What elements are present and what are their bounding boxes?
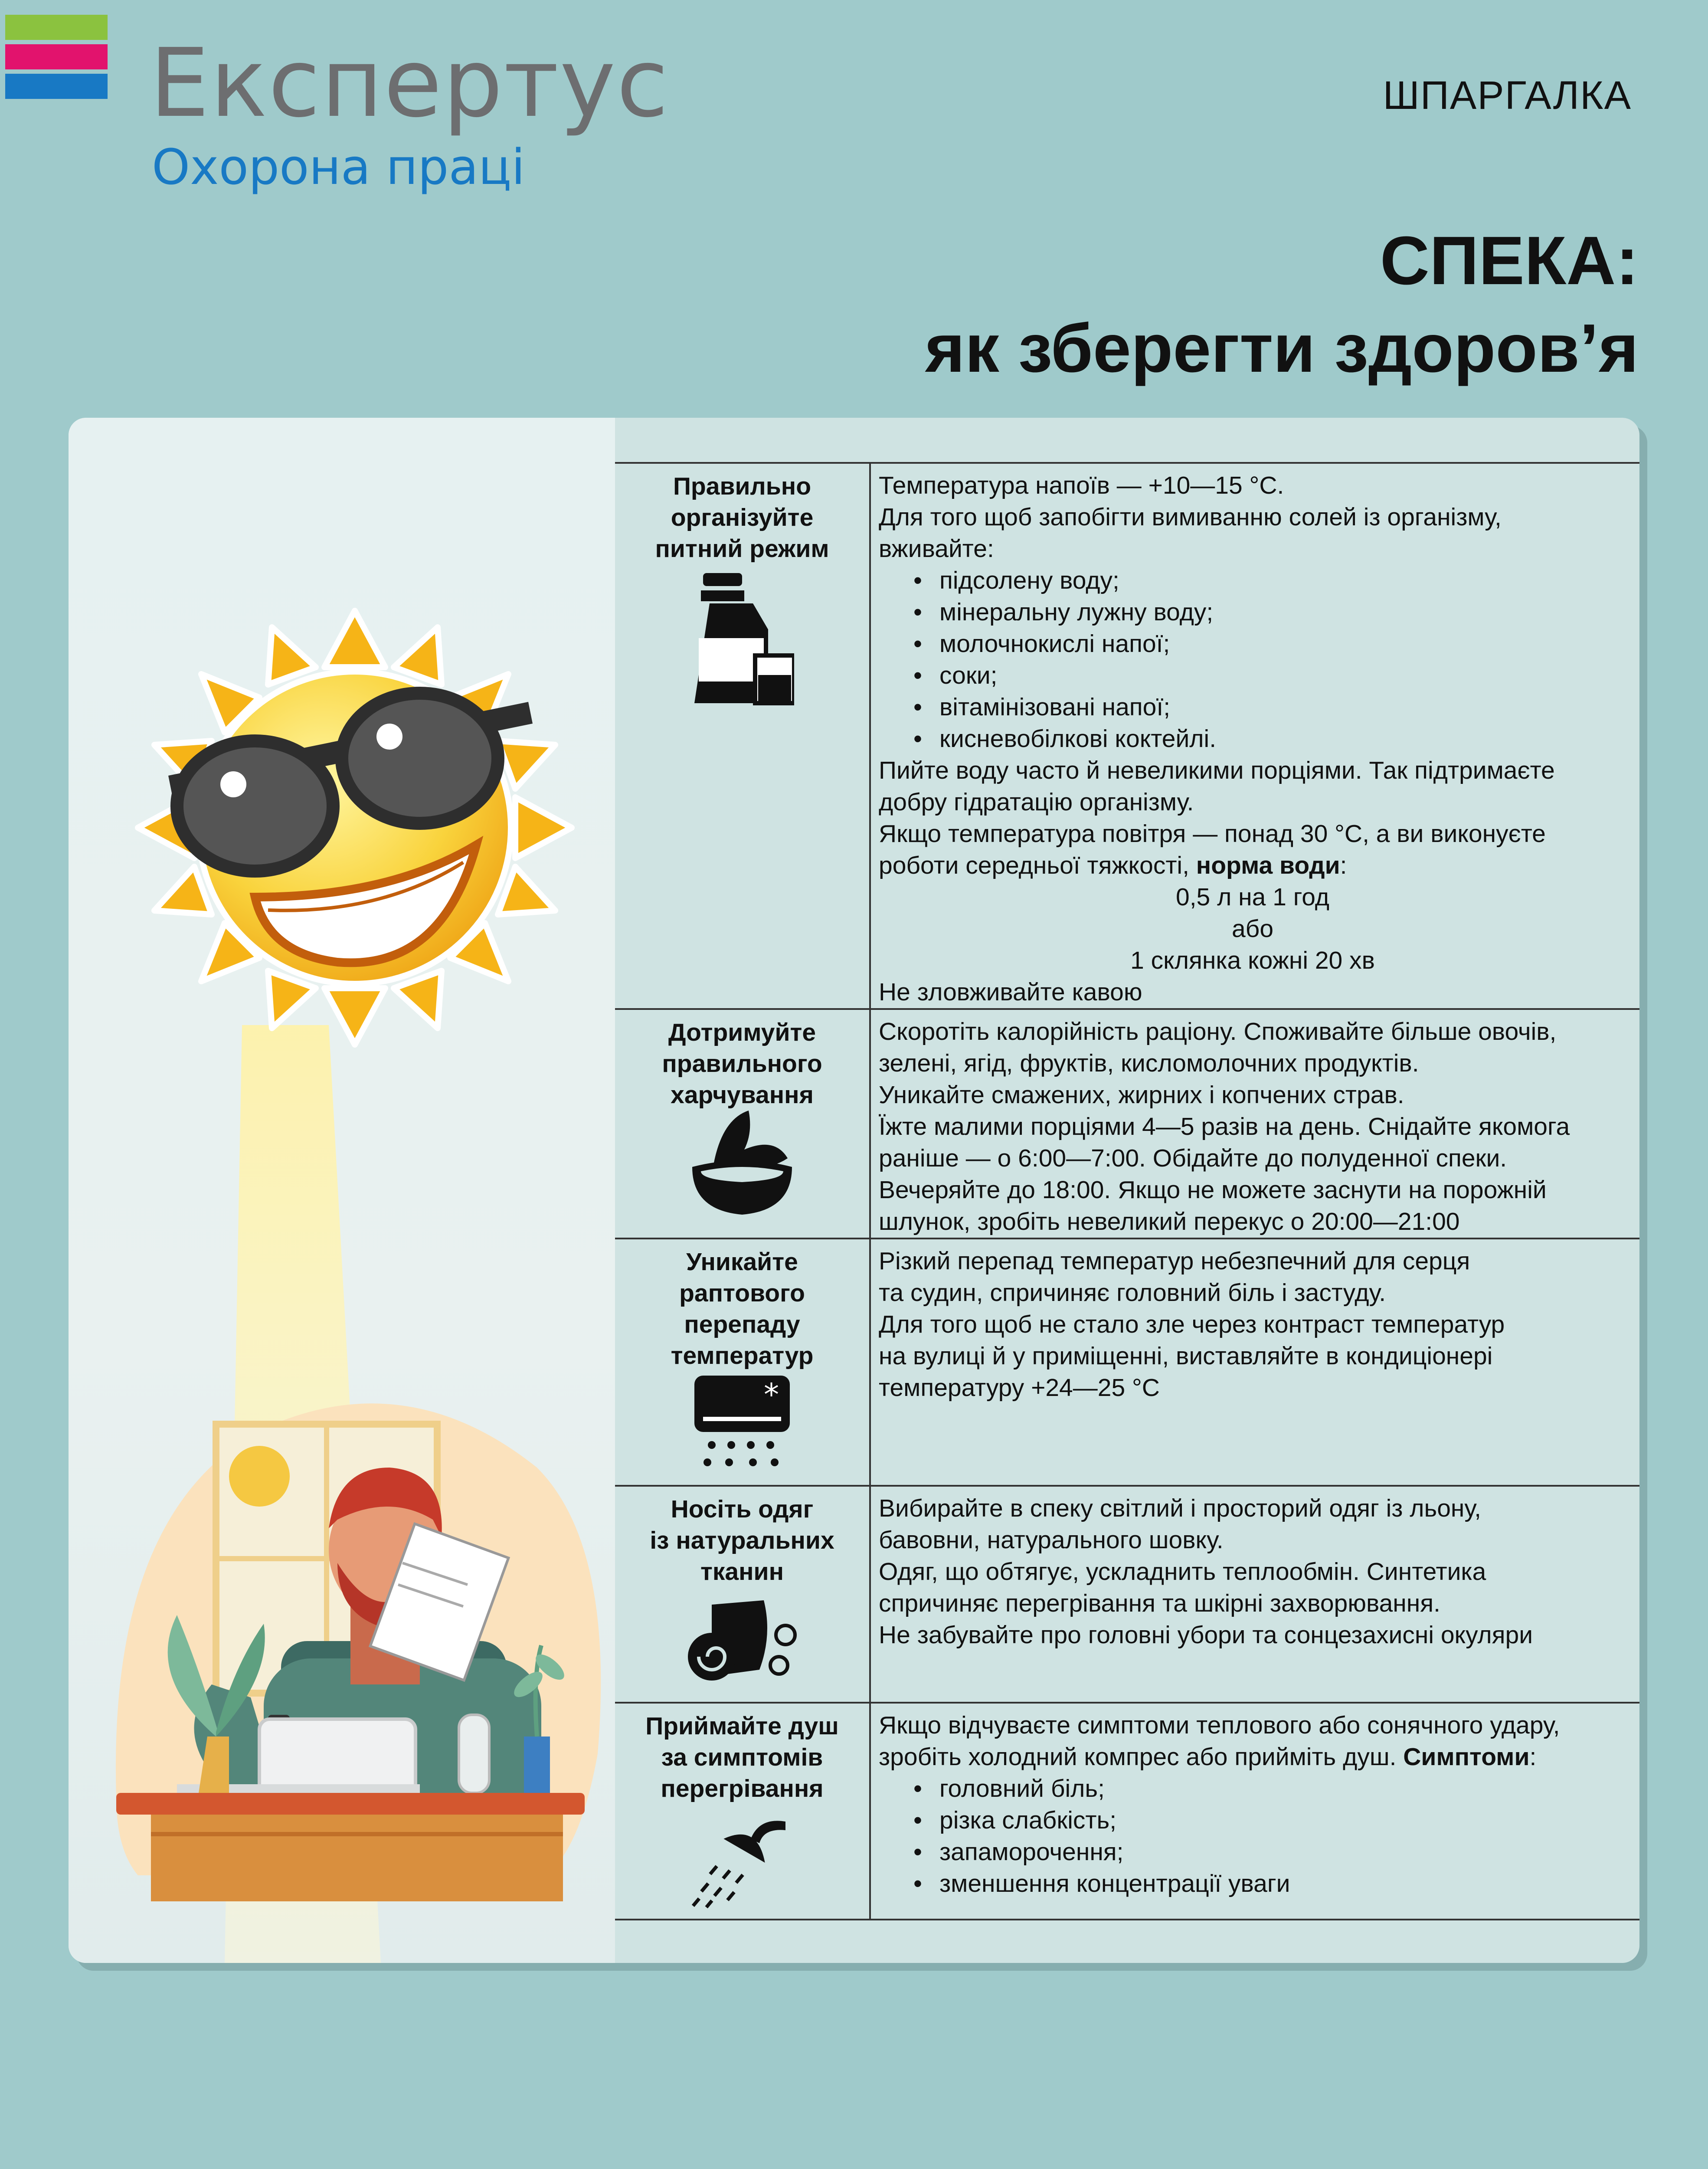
symptoms-bold: Симптоми (1403, 1743, 1530, 1771)
content-line: Їжте малими порціями 4—5 разів на день. Снідайте якомога (879, 1113, 1570, 1140)
norm-prefix: роботи середньої тяжкості, (879, 852, 1196, 879)
brand-name: Експертус (150, 29, 670, 138)
row-header-label (615, 471, 869, 564)
content-line: Уникайте смажених, жирних і копчених страв. (879, 1081, 1404, 1109)
content-line: Пийте воду часто й невеликими порціями. Так підтримаєте (879, 757, 1555, 784)
list-item: • соки; (879, 660, 1626, 691)
row-header-nutrition (615, 1009, 870, 1238)
list-item: • підсолену воду; (879, 565, 1626, 596)
illustration-panel (69, 418, 615, 1963)
header-line: перегрівання (661, 1775, 824, 1802)
logo-bar-blue (5, 74, 108, 99)
food-bowl-icon (688, 1111, 796, 1219)
header-line: перепаду (684, 1311, 800, 1338)
symptoms-list (879, 1773, 1626, 1900)
shower-icon (686, 1813, 798, 1908)
tips-table-container (615, 462, 1639, 1920)
header-line: раптового (679, 1279, 805, 1307)
title-line-2: як зберегти здоров’я (925, 310, 1639, 387)
content-line: та судин, спричиняє головний біль і застуду. (879, 1279, 1386, 1307)
header-line: Носіть одяг (671, 1495, 814, 1523)
content-line: Не зловживайте кавою (879, 978, 1142, 1006)
drink-list (879, 565, 1626, 755)
header-line: Правильно (673, 472, 811, 500)
header-line: тканин (700, 1558, 784, 1586)
title-line-1: СПЕКА: (1380, 223, 1639, 299)
header-line: із натуральних (650, 1527, 834, 1554)
document-type: ШПАРГАЛКА (1383, 73, 1632, 118)
office-worker-heat-illustration (69, 418, 615, 1963)
list-item: • головний біль; (879, 1773, 1626, 1805)
list-item: • кисневобілкові коктейлі. (879, 723, 1626, 755)
logo-bar-green (5, 15, 108, 40)
page-title (925, 217, 1639, 392)
content-line: температуру +24—25 °С (879, 1374, 1160, 1402)
content-line: Одяг, що обтягує, ускладнить теплообмін. Синтетика (879, 1558, 1486, 1586)
brand-logo-bars (5, 15, 108, 103)
row-content-clothing (870, 1486, 1639, 1703)
air-conditioner-icon (690, 1376, 794, 1475)
row-header-clothing (615, 1486, 870, 1703)
row-header-shower (615, 1703, 870, 1920)
row-content-nutrition (870, 1009, 1639, 1238)
norm-bold: норма води (1196, 852, 1340, 879)
fabric-roll-cotton-icon (686, 1596, 798, 1683)
row-content-drinking (870, 463, 1639, 1009)
list-item: • зменшення концентрації уваги (879, 1868, 1626, 1900)
content-line: Вечеряйте до 18:00. Якщо не можете заснути на порожній (879, 1176, 1547, 1204)
norm-suffix: : (1340, 852, 1347, 879)
content-line: Не забувайте про головні убори та сонцезахисні окуляри (879, 1621, 1533, 1649)
list-item: • різка слабкість; (879, 1805, 1626, 1836)
content-line: Скоротіть калорійність раціону. Споживайте більше овочів, (879, 1018, 1557, 1045)
content-line: Різкий перепад температур небезпечний для серця (879, 1247, 1470, 1275)
header-line: питний режим (655, 535, 829, 563)
content-line: Для того щоб не стало зле через контраст температур (879, 1311, 1505, 1338)
symptoms-line (879, 1741, 1626, 1773)
header-line: організуйте (671, 504, 814, 531)
row-header-label (615, 1017, 869, 1111)
table-row-temperature (615, 1238, 1639, 1486)
tips-table (615, 462, 1639, 1920)
brand-subtitle: Охорона праці (152, 139, 525, 196)
table-row-shower (615, 1703, 1639, 1920)
row-header-label (615, 1710, 869, 1804)
row-header-label (615, 1246, 869, 1371)
table-row-nutrition (615, 1009, 1639, 1238)
water-norm-line (879, 850, 1626, 881)
norm-value: 0,5 л на 1 год (1176, 883, 1329, 911)
header-line: температур (671, 1342, 814, 1370)
symptoms-suffix: : (1529, 1743, 1537, 1771)
content-line: спричиняє перегрівання та шкірні захворювання. (879, 1589, 1440, 1617)
table-row-clothing (615, 1486, 1639, 1703)
content-line: бавовни, натурального шовку. (879, 1526, 1224, 1554)
content-line: шлунок, зробіть невеликий перекус о 20:00—21:00 (879, 1208, 1460, 1235)
content-line: Якщо відчуваєте симптоми теплового або сонячного удару, (879, 1711, 1560, 1739)
content-line: на вулиці й у приміщенні, виставляйте в кондиціонері (879, 1342, 1493, 1370)
row-header-temperature (615, 1238, 870, 1486)
header-line: харчування (671, 1081, 814, 1109)
list-item: • мінеральну лужну воду; (879, 596, 1626, 628)
content-line: вживайте: (879, 535, 994, 563)
logo-bar-pink (5, 44, 108, 69)
table-row-drinking (615, 463, 1639, 1009)
row-content-shower (870, 1703, 1639, 1920)
content-line: Для того щоб запобігти вимиванню солей із організму, (879, 503, 1502, 531)
header-line: за симптомів (661, 1743, 823, 1771)
svg-text:*: * (764, 1377, 779, 1412)
header-line: Приймайте душ (645, 1712, 839, 1740)
list-item: • молочнокислі напої; (879, 628, 1626, 660)
row-header-drinking (615, 463, 870, 1009)
list-item: • запаморочення; (879, 1836, 1626, 1868)
norm-value: або (1231, 915, 1274, 943)
content-line: Температура напоїв — +10—15 °С. (879, 472, 1284, 499)
row-header-label (615, 1494, 869, 1587)
header-line: Уникайте (686, 1248, 798, 1276)
content-line: зелені, ягід, фруктів, кисломолочних продуктів. (879, 1049, 1419, 1077)
symptoms-prefix: зробіть холодний компрес або прийміть душ. (879, 1743, 1404, 1771)
milk-bottle-and-glass-icon (690, 573, 794, 712)
content-line: добру гідратацію організму. (879, 788, 1194, 816)
list-item: • вітамінізовані напої; (879, 691, 1626, 723)
content-line: Якщо температура повітря — понад 30 °С, а ви виконуєте (879, 820, 1546, 848)
content-line: Вибирайте в спеку світлий і просторий одяг із льону, (879, 1494, 1482, 1522)
header-line: Дотримуйте (668, 1019, 816, 1046)
content-card (69, 418, 1639, 1963)
row-content-temperature (870, 1238, 1639, 1486)
content-line: раніше — о 6:00—7:00. Обідайте до полуденної спеки. (879, 1144, 1507, 1172)
header-line: правильного (662, 1050, 822, 1078)
norm-value: 1 склянка кожні 20 хв (1130, 947, 1375, 974)
